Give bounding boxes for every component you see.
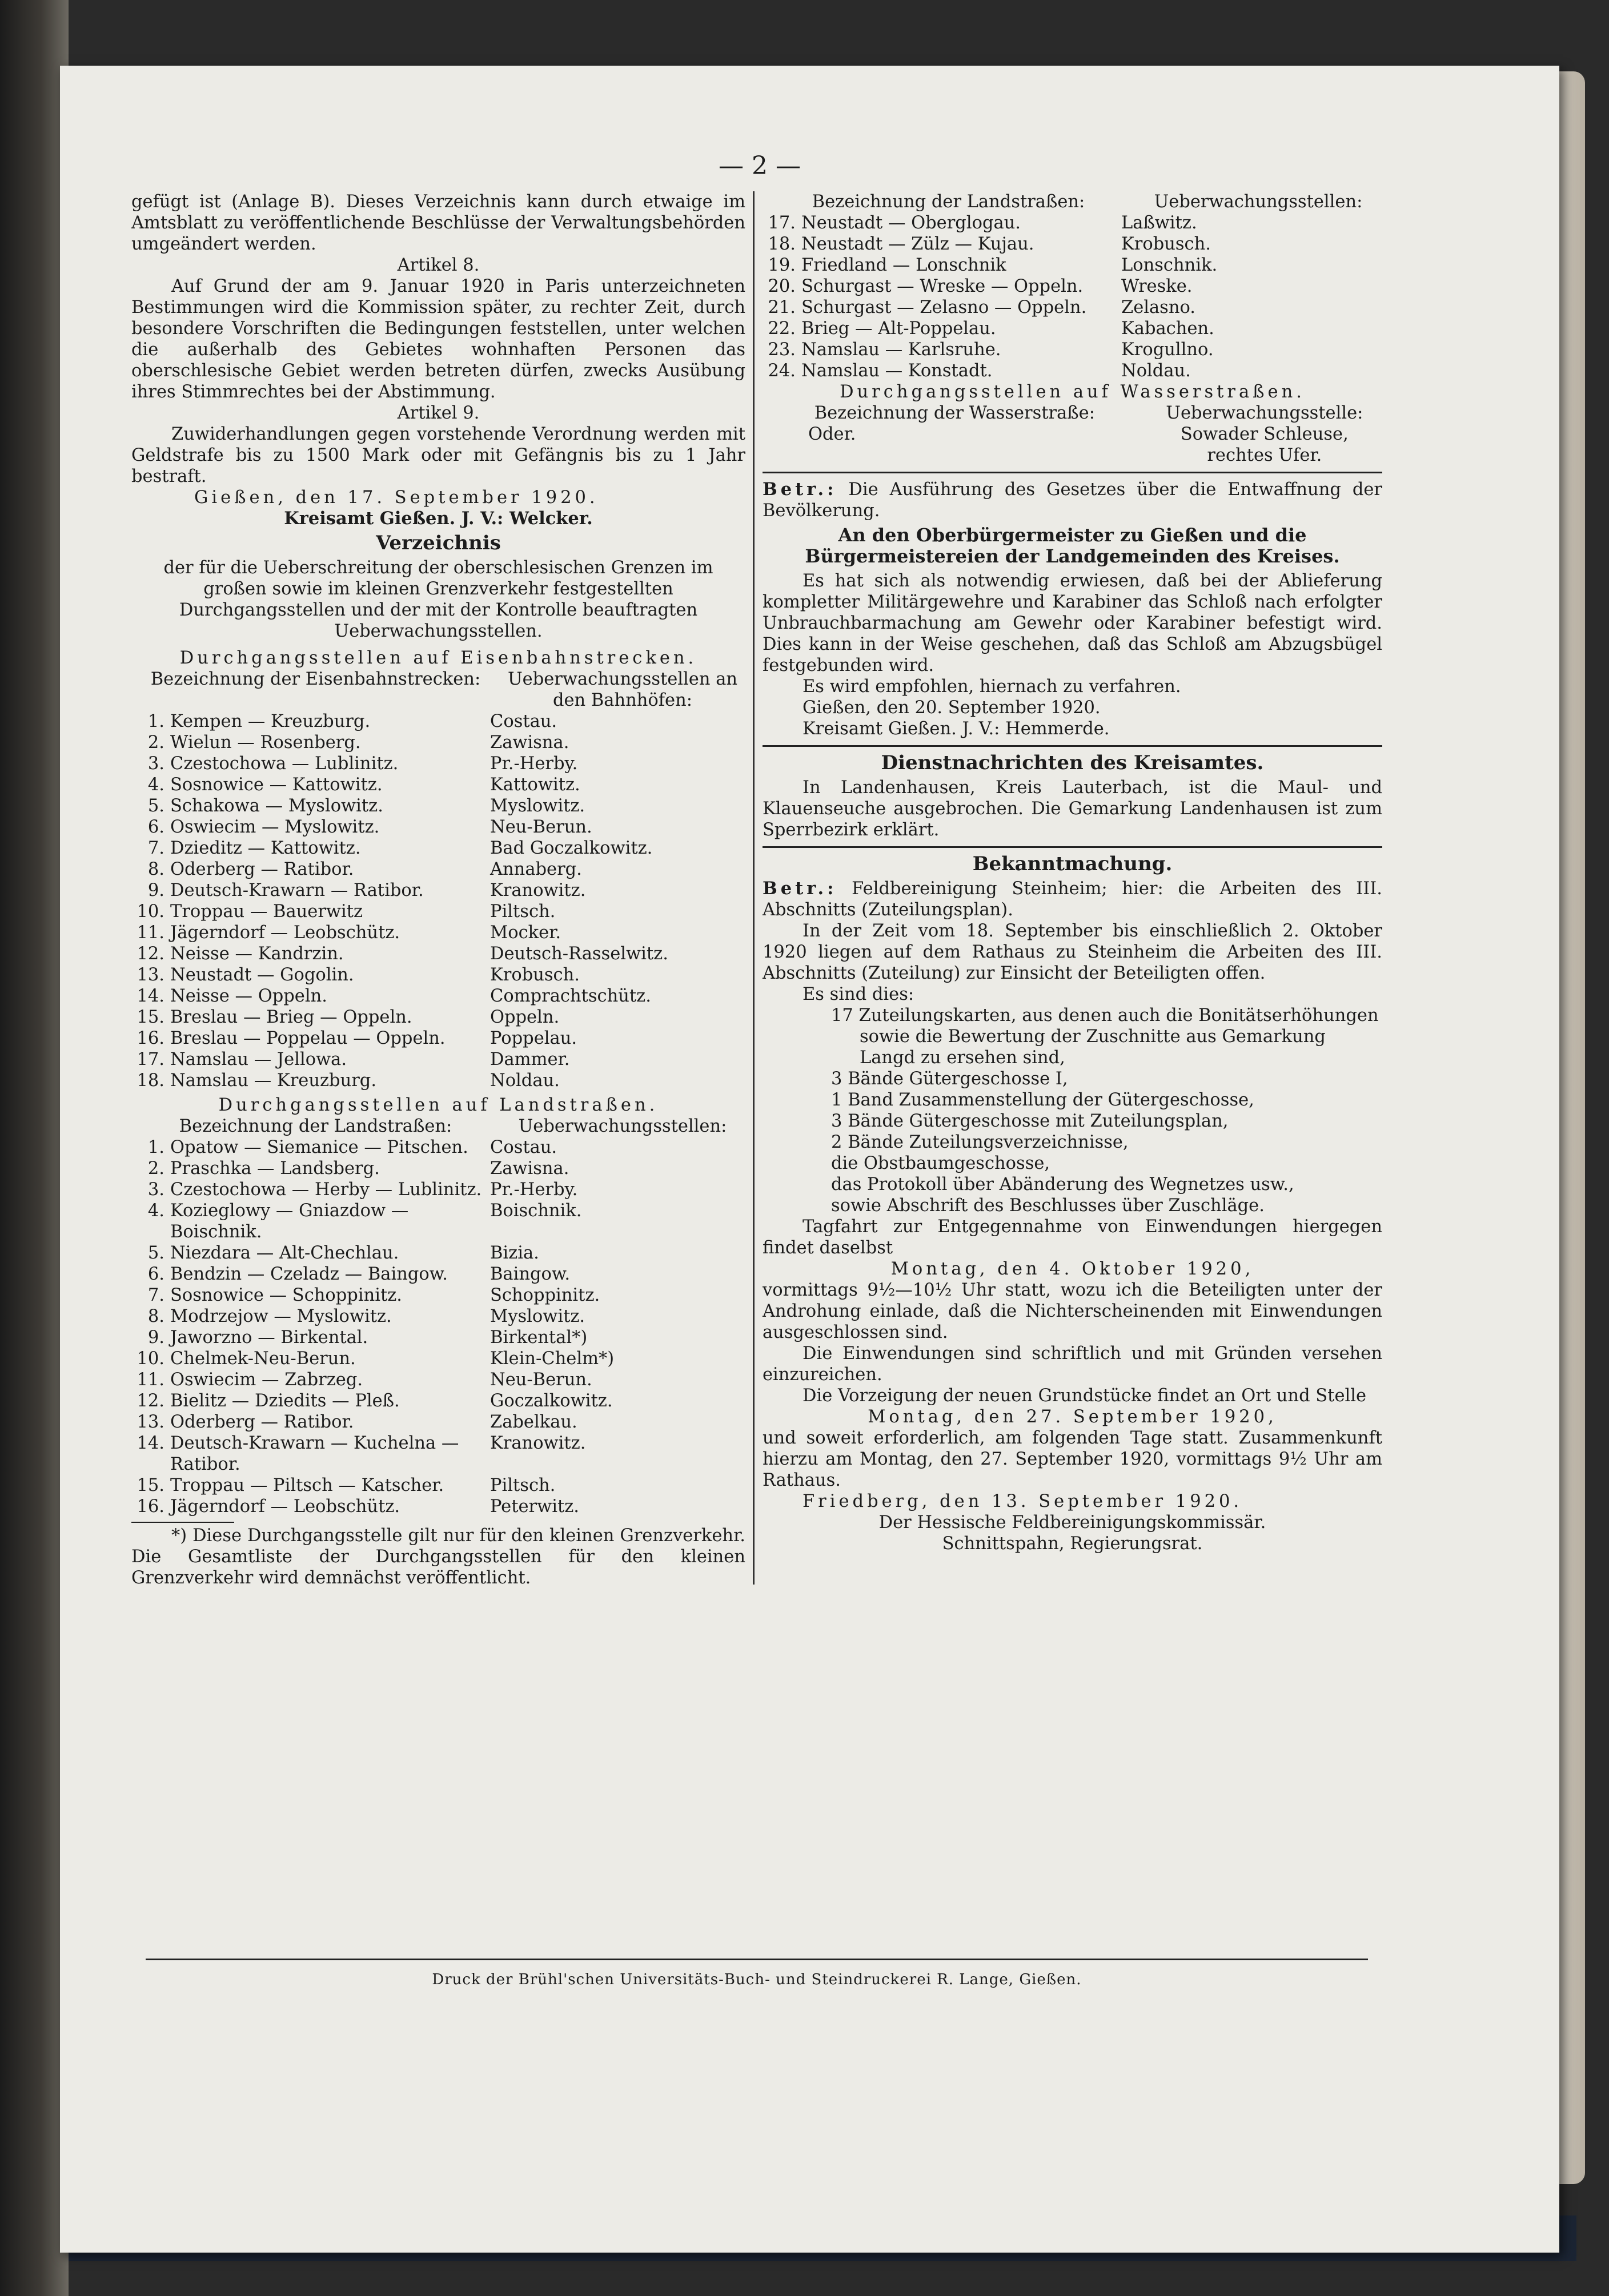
table-row xyxy=(131,986,745,1007)
table-row xyxy=(131,1070,745,1091)
route-name: Brieg — Alt-Poppelau. xyxy=(801,319,996,339)
water-route: Oder. xyxy=(808,424,856,444)
row-number: 7. xyxy=(147,1285,164,1305)
table-row xyxy=(131,1007,745,1028)
signature-name: Kreisamt Gießen. J. V.: Welcker. xyxy=(284,508,593,529)
bek-place: Friedberg, den 13. September 1920. xyxy=(803,1491,1243,1511)
betr-text-1: Die Ausführung des Gesetzes über die Entwaffnung der Bevölkerung. xyxy=(763,480,1382,521)
row-number: 6. xyxy=(147,1264,164,1284)
route-name: Troppau — Bauerwitz xyxy=(170,902,363,922)
table-row xyxy=(131,1200,745,1243)
row-number: 13. xyxy=(137,1412,164,1432)
post-name: Oppeln. xyxy=(490,1007,560,1027)
table-row xyxy=(763,255,1382,276)
table-row xyxy=(131,838,745,859)
route-name: Jägerndorf — Leobschütz. xyxy=(170,1497,400,1517)
route-name: Friedland — Lonschnik xyxy=(801,255,1006,275)
entwaffnung-text-2: Es wird empfohlen, hiernach zu verfahren. xyxy=(803,677,1181,697)
post-name: Pr.-Herby. xyxy=(490,754,578,774)
betr-entwaffnung xyxy=(763,479,1382,521)
table-row xyxy=(131,1049,745,1070)
table-row xyxy=(131,1306,745,1327)
table-row xyxy=(763,212,1382,234)
table-row xyxy=(131,753,745,774)
post-name: Kattowitz. xyxy=(490,775,580,795)
route-name: Bielitz — Dziedits — Pleß. xyxy=(170,1391,400,1411)
entwaffnung-sign: Kreisamt Gießen. J. V.: Hemmerde. xyxy=(803,719,1110,739)
route-name: Niezdara — Alt-Chechlau. xyxy=(170,1243,399,1263)
betr-feldbereinigung xyxy=(763,878,1382,920)
row-number: 10. xyxy=(137,1349,164,1369)
article-8-title: Artikel 8. xyxy=(397,255,480,275)
row-number: 21. xyxy=(768,297,796,317)
right-column xyxy=(763,191,1382,1554)
table-row xyxy=(131,774,745,795)
post-name: Mocker. xyxy=(490,923,561,943)
route-name: Oswiecim — Myslowitz. xyxy=(170,817,380,837)
section-rule-2 xyxy=(763,745,1382,747)
water-section-title: Durchgangsstellen auf Wasserstraßen. xyxy=(840,382,1305,402)
route-name: Deutsch-Krawarn — Kuchelna — Ratibor. xyxy=(170,1433,459,1474)
bek-es-sind: Es sind dies: xyxy=(803,984,914,1004)
route-name: Kozieglowy — Gniazdow — Boischnik. xyxy=(170,1201,409,1242)
route-name: Namslau — Jellowa. xyxy=(170,1050,347,1069)
dienst-title: Dienstnachrichten des Kreisamtes. xyxy=(881,751,1264,774)
post-name: Bizia. xyxy=(490,1243,539,1263)
post-name: Kranowitz. xyxy=(490,1433,586,1453)
table-row xyxy=(131,1475,745,1496)
road-head-left: Bezeichnung der Landstraßen: xyxy=(179,1116,452,1136)
water-head-right: Ueberwachungsstelle: xyxy=(1166,403,1363,423)
table-row xyxy=(763,339,1382,360)
table-row xyxy=(131,1243,745,1264)
table-row xyxy=(131,1179,745,1200)
verzeichnis-title: Verzeichnis xyxy=(376,532,501,554)
row-number: 4. xyxy=(147,1201,164,1221)
table-row xyxy=(763,276,1382,297)
entwaffnung-text: Es hat sich als notwendig erwiesen, daß bei der Ablieferung kompletter Militärgewehre und Karabiner das Schloß nach erfolgter Unbrauchbarmachung am Gewehr oder Karabiner befestigt wird. Dies kann in der Weise geschehen, daß das Schloß am Abzugsbügel festgebunden wird. xyxy=(763,571,1382,675)
route-name: Neisse — Oppeln. xyxy=(170,986,327,1006)
post-name: Piltsch. xyxy=(490,902,556,922)
table-row xyxy=(131,1369,745,1390)
table-row xyxy=(131,732,745,753)
post-name: Zelasno. xyxy=(1121,297,1195,317)
route-name: Jaworzno — Birkental. xyxy=(170,1328,368,1348)
list-item: das Protokoll über Abänderung des Wegnetzes usw., xyxy=(831,1175,1294,1195)
row-number: 3. xyxy=(147,1180,164,1200)
table-row xyxy=(763,360,1382,381)
road-head-continued xyxy=(763,191,1382,212)
dienst-text: In Landenhausen, Kreis Lauterbach, ist die Maul- und Klauenseuche ausgebrochen. Die Gemarkung Landenhausen ist zum Sperrbezirk erklärt. xyxy=(763,778,1382,840)
table-row xyxy=(131,1496,745,1517)
bek-paragraph-2: Tagfahrt zur Entgegennahme von Einwendungen hiergegen findet daselbst xyxy=(763,1217,1382,1258)
row-number: 18. xyxy=(768,234,796,254)
post-name: Baingow. xyxy=(490,1264,571,1284)
footnote-rule xyxy=(131,1522,234,1523)
table-row xyxy=(131,1264,745,1285)
row-number: 9. xyxy=(147,1328,164,1348)
table-row xyxy=(131,1158,745,1179)
route-name: Troppau — Piltsch — Katscher. xyxy=(170,1475,444,1495)
bek-date: Montag, den 4. Oktober 1920, xyxy=(890,1259,1254,1279)
route-name: Schurgast — Wreske — Oppeln. xyxy=(801,276,1084,296)
column-divider xyxy=(753,191,755,1585)
bek-paragraph-3: vormittags 9½—10½ Uhr statt, wozu ich die Beteiligten unter der Androhung einlade, daß die Nichterscheinenden mit Einwendungen ausgeschlossen sind. xyxy=(763,1280,1382,1342)
verzeichnis-subtitle: der für die Ueberschreitung der oberschlesischen Grenzen im großen sowie im kleinen Grenzverkehr festgestellten Durchgangsstellen und der mit der Kontrolle beauftragten Ueberwachungsstellen. xyxy=(163,558,713,641)
list-item: die Obstbaumgeschosse, xyxy=(831,1153,1050,1173)
post-name: Kranowitz. xyxy=(490,880,586,900)
list-item: 3 Bände Gütergeschosse mit Zuteilungsplan, xyxy=(831,1111,1229,1131)
bek-paragraph-4: Die Einwendungen sind schriftlich und mit Gründen versehen einzureichen. xyxy=(763,1344,1382,1385)
water-post: Sowader Schleuse, rechtes Ufer. xyxy=(1180,424,1349,465)
route-name: Sosnowice — Kattowitz. xyxy=(170,775,383,795)
row-number: 7. xyxy=(147,838,164,858)
post-name: Deutsch-Rasselwitz. xyxy=(490,944,668,964)
table-row xyxy=(131,1285,745,1306)
table-row xyxy=(763,318,1382,339)
table-row xyxy=(131,1137,745,1158)
post-name: Zawisna. xyxy=(490,1159,569,1179)
water-table xyxy=(763,403,1382,466)
post-name: Neu-Berun. xyxy=(490,817,592,837)
post-name: Peterwitz. xyxy=(490,1497,579,1517)
post-name: Dammer. xyxy=(490,1050,570,1069)
article-9-title: Artikel 9. xyxy=(397,403,480,423)
route-name: Wielun — Rosenberg. xyxy=(170,733,361,753)
post-name: Klein-Chelm*) xyxy=(490,1349,615,1369)
row-number: 16. xyxy=(137,1028,164,1048)
table-row xyxy=(131,922,745,943)
route-name: Kempen — Kreuzburg. xyxy=(170,711,371,731)
table-row xyxy=(763,234,1382,255)
row-number: 18. xyxy=(137,1071,164,1091)
table-row xyxy=(131,1028,745,1049)
section-rule-3 xyxy=(763,846,1382,848)
rail-section-title: Durchgangsstellen auf Eisenbahnstrecken. xyxy=(179,648,697,668)
row-number: 2. xyxy=(147,1159,164,1179)
road-head xyxy=(131,1116,745,1137)
list-item: sowie Abschrift des Beschlusses über Zuschläge. xyxy=(831,1196,1265,1216)
bek-office: Der Hessische Feldbereinigungskommissär. xyxy=(878,1513,1266,1533)
post-name: Bad Goczalkowitz. xyxy=(490,838,653,858)
row-number: 15. xyxy=(137,1007,164,1027)
route-name: Bendzin — Czeladz — Baingow. xyxy=(170,1264,448,1284)
row-number: 19. xyxy=(768,255,796,275)
post-name: Costau. xyxy=(490,711,557,731)
list-item: 17 Zuteilungskarten, aus denen auch die Bonitätserhöhungen sowie die Bewertung der Zuschnitte aus Gemarkung Langd zu ersehen sind, xyxy=(831,1006,1379,1068)
route-name: Oderberg — Ratibor. xyxy=(170,859,354,879)
route-name: Neustadt — Zülz — Kujau. xyxy=(801,234,1034,254)
route-name: Sosnowice — Schoppinitz. xyxy=(170,1285,403,1305)
left-column xyxy=(131,191,745,1589)
table-row xyxy=(131,1412,745,1433)
rail-table xyxy=(131,711,745,1091)
route-name: Namslau — Kreuzburg. xyxy=(170,1071,377,1091)
bek-sign: Schnittspahn, Regierungsrat. xyxy=(942,1534,1203,1554)
post-name: Boischnik. xyxy=(490,1201,582,1221)
table-row xyxy=(131,795,745,817)
list-item: 3 Bände Gütergeschosse I, xyxy=(831,1069,1068,1089)
row-number: 11. xyxy=(137,1370,164,1390)
route-name: Opatow — Siemanice — Pitschen. xyxy=(170,1137,468,1157)
row-number: 10. xyxy=(137,902,164,922)
post-name: Noldau. xyxy=(1121,361,1191,381)
section-rule-1 xyxy=(763,472,1382,473)
address-heading: An den Oberbürgermeister zu Gießen und die Bürgermeistereien der Landgemeinden des Kreises. xyxy=(805,524,1340,567)
water-head-left: Bezeichnung der Wasserstraße: xyxy=(814,403,1095,423)
row-number: 2. xyxy=(147,733,164,753)
route-name: Breslau — Poppelau — Oppeln. xyxy=(170,1028,446,1048)
table-row xyxy=(131,711,745,732)
row-number: 23. xyxy=(768,340,796,360)
row-number: 4. xyxy=(147,775,164,795)
post-name: Birkental*) xyxy=(490,1328,588,1348)
route-name: Czestochowa — Herby — Lublinitz. xyxy=(170,1180,482,1200)
table-row xyxy=(131,1390,745,1412)
post-name: Noldau. xyxy=(490,1071,560,1091)
row-number: 16. xyxy=(137,1497,164,1517)
row-number: 3. xyxy=(147,754,164,774)
table-row xyxy=(131,943,745,964)
table-row xyxy=(131,1348,745,1369)
table-row xyxy=(131,1433,745,1475)
row-number: 15. xyxy=(137,1475,164,1495)
row-number: 17. xyxy=(137,1050,164,1069)
route-name: Oderberg — Ratibor. xyxy=(170,1412,354,1432)
printer-imprint: Druck der Brühl'schen Universitäts-Buch- und Steindruckerei R. Lange, Gießen. xyxy=(432,1971,1082,1988)
signature-place: Gießen, den 17. September 1920. xyxy=(194,488,599,508)
route-name: Dzieditz — Kattowitz. xyxy=(170,838,361,858)
footnote: *) Diese Durchgangsstelle gilt nur für den kleinen Grenzverkehr. Die Gesamtliste der Durchgangsstellen für den kleinen Grenzverkehr wird demnächst veröffentlicht. xyxy=(131,1526,745,1588)
route-name: Deutsch-Krawarn — Ratibor. xyxy=(170,880,424,900)
road-section-title: Durchgangsstellen auf Landstraßen. xyxy=(218,1095,659,1115)
row-number: 17. xyxy=(768,213,796,233)
row-number: 5. xyxy=(147,796,164,816)
post-name: Krobusch. xyxy=(490,965,580,985)
post-name: Laßwitz. xyxy=(1121,213,1197,233)
post-name: Comprachtschütz. xyxy=(490,986,651,1006)
bek-paragraph-5a: Die Vorzeigung der neuen Grundstücke findet an Ort und Stelle xyxy=(803,1386,1367,1406)
betr-label-2: Betr.: xyxy=(763,878,837,899)
table-row xyxy=(131,901,745,922)
row-number: 8. xyxy=(147,859,164,879)
table-row xyxy=(131,817,745,838)
bek-list xyxy=(763,1005,1382,1216)
post-name: Neu-Berun. xyxy=(490,1370,592,1390)
article-8-text: Auf Grund der am 9. Januar 1920 in Paris unterzeichneten Bestimmungen wird die Kommission später, zu rechter Zeit, durch besondere Vorschriften die Bedingungen feststellen, unter welchen die außerhalb des Gebietes wohnhaften Personen das oberschlesische Gebiet werden betreten dürfen, zwecks Ausübung ihres Stimmrechtes bei der Abstimmung. xyxy=(131,276,745,402)
row-number: 14. xyxy=(137,986,164,1006)
row-number: 20. xyxy=(768,276,796,296)
betr-label-1: Betr.: xyxy=(763,479,837,500)
route-name: Namslau — Karlsruhe. xyxy=(801,340,1001,360)
rail-head xyxy=(131,669,745,711)
road-head-right-cont: Ueberwachungsstellen: xyxy=(1154,192,1363,212)
post-name: Myslowitz. xyxy=(490,796,585,816)
table-row xyxy=(131,1327,745,1348)
route-name: Schakowa — Myslowitz. xyxy=(170,796,383,816)
post-name: Poppelau. xyxy=(490,1028,577,1048)
post-name: Costau. xyxy=(490,1137,557,1157)
route-name: Breslau — Brieg — Oppeln. xyxy=(170,1007,412,1027)
road-table-left xyxy=(131,1137,745,1517)
post-name: Goczalkowitz. xyxy=(490,1391,613,1411)
bek-date-2: Montag, den 27. September 1920, xyxy=(868,1407,1277,1427)
post-name: Wreske. xyxy=(1121,276,1193,296)
route-name: Neustadt — Oberglogau. xyxy=(801,213,1021,233)
bek-paragraph-1: In der Zeit vom 18. September bis einschließlich 2. Oktober 1920 liegen auf dem Rathaus zu Steinheim die Arbeiten des III. Abschnitts (Zuteilung) zur Einsicht der Beteiligten offen. xyxy=(763,921,1382,983)
book-spine-left xyxy=(0,0,69,2296)
post-name: Pr.-Herby. xyxy=(490,1180,578,1200)
row-number: 24. xyxy=(768,361,796,381)
bek-paragraph-5b: und soweit erforderlich, am folgenden Tage statt. Zusammenkunft hierzu am Montag, den 27. September 1920, vormittags 9½ Uhr am Rathaus. xyxy=(763,1428,1382,1490)
bekanntmachung-title: Bekanntmachung. xyxy=(972,853,1173,875)
rail-head-left: Bezeichnung der Eisenbahnstrecken: xyxy=(150,669,481,689)
route-name: Neustadt — Gogolin. xyxy=(170,965,354,985)
route-name: Neisse — Kandrzin. xyxy=(170,944,344,964)
page-number: — 2 — xyxy=(719,151,801,180)
row-number: 1. xyxy=(147,1137,164,1157)
row-number: 12. xyxy=(137,1391,164,1411)
road-head-left-cont: Bezeichnung der Landstraßen: xyxy=(812,192,1085,212)
row-number: 8. xyxy=(147,1306,164,1326)
row-number: 6. xyxy=(147,817,164,837)
row-number: 14. xyxy=(137,1433,164,1453)
post-name: Annaberg. xyxy=(490,859,582,879)
row-number: 1. xyxy=(147,711,164,731)
betr-text-2: Feldbereinigung Steinheim; hier: die Arbeiten des III. Abschnitts (Zuteilungsplan). xyxy=(763,879,1382,920)
road-table-right xyxy=(763,212,1382,381)
list-item: 1 Band Zusammenstellung der Gütergeschosse, xyxy=(831,1090,1254,1110)
row-number: 22. xyxy=(768,319,796,339)
post-name: Schoppinitz. xyxy=(490,1285,600,1305)
route-name: Jägerndorf — Leobschütz. xyxy=(170,923,400,943)
row-number: 9. xyxy=(147,880,164,900)
rail-head-right: Ueberwachungsstellen an den Bahnhöfen: xyxy=(507,669,738,710)
route-name: Schurgast — Zelasno — Oppeln. xyxy=(801,297,1087,317)
post-name: Lonschnik. xyxy=(1121,255,1218,275)
footer-rule xyxy=(146,1959,1368,1960)
post-name: Myslowitz. xyxy=(490,1306,585,1326)
row-number: 11. xyxy=(137,923,164,943)
table-row xyxy=(131,859,745,880)
row-number: 5. xyxy=(147,1243,164,1263)
post-name: Piltsch. xyxy=(490,1475,556,1495)
article-9-text: Zuwiderhandlungen gegen vorstehende Verordnung werden mit Geldstrafe bis zu 1500 Mark oder mit Gefängnis bis zu 1 Jahr bestraft. xyxy=(131,424,745,486)
row-number: 12. xyxy=(137,944,164,964)
table-row xyxy=(131,880,745,901)
post-name: Krobusch. xyxy=(1121,234,1211,254)
list-item: 2 Bände Zuteilungsverzeichnisse, xyxy=(831,1132,1129,1152)
intro-paragraph: gefügt ist (Anlage B). Dieses Verzeichnis kann durch etwaige im Amtsblatt zu veröffentlichende Beschlüsse der Verwaltungsbehörden umgeändert werden. xyxy=(131,192,745,254)
route-name: Namslau — Konstadt. xyxy=(801,361,993,381)
row-number: 13. xyxy=(137,965,164,985)
route-name: Modrzejow — Myslowitz. xyxy=(170,1306,392,1326)
post-name: Kabachen. xyxy=(1121,319,1214,339)
table-row xyxy=(763,297,1382,318)
post-name: Zabelkau. xyxy=(490,1412,577,1432)
table-row xyxy=(131,964,745,986)
post-name: Zawisna. xyxy=(490,733,569,753)
route-name: Praschka — Landsberg. xyxy=(170,1159,380,1179)
route-name: Czestochowa — Lublinitz. xyxy=(170,754,399,774)
entwaffnung-place: Gießen, den 20. September 1920. xyxy=(803,698,1101,718)
route-name: Chelmek-Neu-Berun. xyxy=(170,1349,356,1369)
post-name: Krogullno. xyxy=(1121,340,1214,360)
route-name: Oswiecim — Zabrzeg. xyxy=(170,1370,363,1390)
road-head-right: Ueberwachungsstellen: xyxy=(518,1116,727,1136)
